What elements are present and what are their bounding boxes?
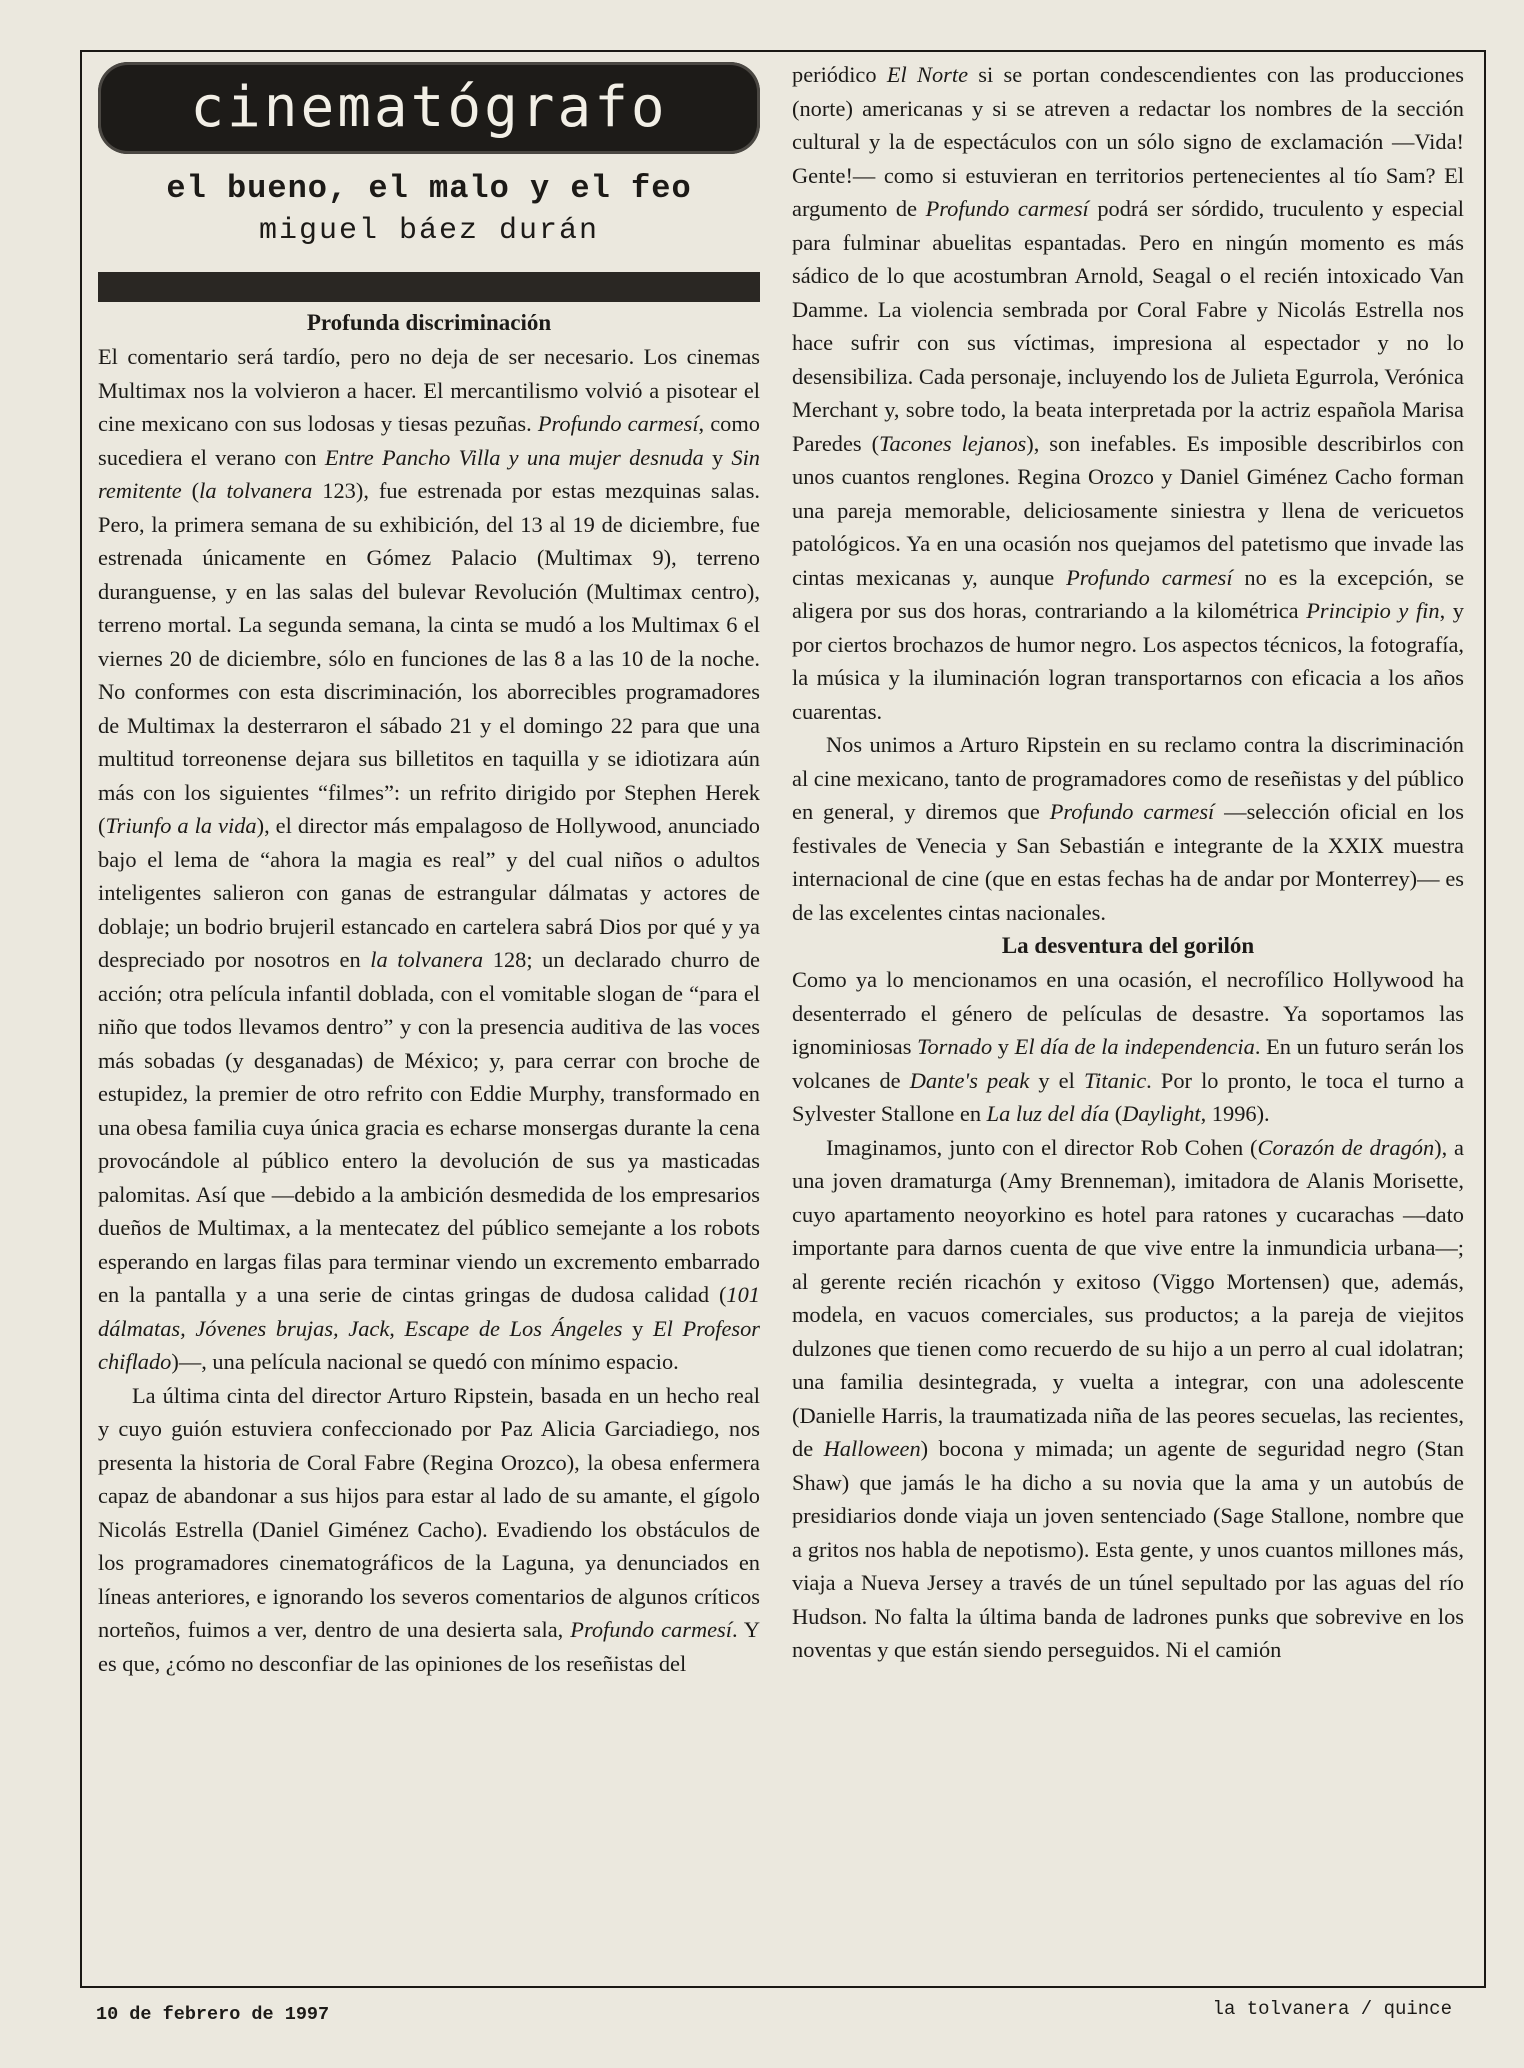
paragraph: Como ya lo mencionamos en una ocasión, el necrofílico Hollywood ha desenterrado el género de películas de desastre. Ya soportamos las ignominiosas Tornado y El día de la independencia. En un futuro serán los volcanes de Dante's peak y el Titanic. Por lo pronto, le toca el turno a Sylvester Stallone en La luz del día (Daylight, 1996). <box>792 967 1464 1126</box>
divider-bar <box>98 272 760 302</box>
paragraph: Imaginamos, junto con el director Rob Cohen (Corazón de dragón), a una joven dramaturga (Amy Brenneman), imitadora de Alanis Morisette, cuyo apartamento neoyorkino es hotel para ratones y cucarachas —dato importante para darnos cuenta de que vive entre la inmundicia urbana—; al gerente recién ricachón y exitoso (Viggo Mortensen) que, además, modela, en vacuos comerciales, sus productos; a la pareja de viejitos dulzones que tienen como recuerdo de su hijo a un perro al cual idolatran; una familia desintegrada, y vuelta a integrar, con una adolescente (Danielle Harris, la traumatizada niña de las peores secuelas, las recientes, de Halloween) bocona y mimada; un agente de seguridad negro (Stan Shaw) que jamás le ha dicho a su novia que la ama y un autobús de presidiarios donde viaja un joven sentenciado (Sage Stallone, nombre que a gritos nos habla de nepotismo). Esta gente, y unos cuantos millones más, viaja a Nueva Jersey a través de un túnel sepultado por las aguas del río Hudson. No falta la última banda de ladrones punks que sobrevive en los noventas y que están siendo perseguidos. Ni el camión <box>792 1134 1465 1662</box>
footer-page: la tolvanera / quince <box>1212 1998 1452 2020</box>
section-banner <box>98 62 760 154</box>
author-name: miguel báez durán <box>258 214 600 248</box>
article-title: el bueno, el malo y el feo <box>166 170 692 207</box>
left-column <box>98 52 760 1978</box>
footer-date: 10 de febrero de 1997 <box>96 2004 330 2025</box>
paragraph: El comentario será tardío, pero no deja de ser necesario. Los cinemas Multimax nos la volvieron a hacer. El mercantilismo volvió a pisotear el cine mexicano con sus lodosas y tiesas pezuñas. Profundo carmesí, como sucediera el verano con Entre Pancho Villa y una mujer desnuda y Sin remitente (la tolvanera 123), fue estrenada por estas mezquinas salas. Pero, la primera semana de su exhibición, del 13 al 19 de diciembre, fue estrenada únicamente en Gómez Palacio (Multimax 9), terreno duranguense, y en las salas del bulevar Revolución (Multimax centro), terreno mortal. La segunda semana, la cinta se mudó a los Multimax 6 el viernes 20 de diciembre, sólo en funciones de las 8 a las 10 de la noche. No conformes con esta discriminación, los aborrecibles programadores de Multimax la desterraron el sábado 21 y el domingo 22 para que una multitud torreonense dejara sus billetitos en taquilla y se idiotizara aún más con los siguientes “filmes”: un refrito dirigido por Stephen Herek (Triunfo a la vida), el director más empalagoso de Hollywood, anunciado bajo el lema de “ahora la magia es real” y del cual niños o adultos inteligentes salieron con ganas de estrangular dálmatas y actores de doblaje; un bodrio brujeril estancado en cartelera sabrá Dios por qué y ya despreciado por nosotros en la tolvanera 128; un declarado churro de acción; otra película infantil doblada, con el vomitable slogan de “para el niño que todos llevamos dentro” y con la presencia auditiva de las voces más sobadas (y desganadas) de México; y, para cerrar con broche de estupidez, la premier de otro refrito con Eddie Murphy, transformado en una obesa familia cuya única gracia es echarse monsergas durante la cena provocándole al público entero la devolución de sus ya masticadas palomitas. Así que —debido a la ambición desmedida de los empresarios dueños de Multimax, a la mentecatez del público semejante a los robots esperando en largas filas para terminar viendo un excremento embarrado en la pantalla y a una serie de cintas gringas de dudosa calidad (101 dálmatas, Jóvenes brujas, Jack, Escape de Los Ángeles y El Profesor chiflado)—, una película nacional se quedó con mínimo espacio. <box>98 344 761 1374</box>
section-title: cinematógrafo <box>190 75 668 141</box>
left-body <box>98 340 760 1680</box>
subheading-discrimination: Profunda discriminación <box>306 310 552 335</box>
paragraph: La última cinta del director Arturo Ripstein, basada en un hecho real y cuyo guión estuviera confeccionado por Paz Alicia Garciadiego, nos presenta la historia de Coral Fabre (Regina Orozco), la obesa enfermera capaz de abandonar a sus hijos para estar al lado de su amante, el gígolo Nicolás Estrella (Daniel Giménez Cacho). Evadiendo los obstáculos de los programadores cinematográficos de la Laguna, ya denunciados en líneas anteriores, e ignorando los severos comentarios de algunos críticos norteños, fuimos a ver, dentro de una desierta sala, Profundo carmesí. Y es que, ¿cómo no desconfiar de las opiniones de los reseñistas del <box>98 1382 760 1676</box>
subheading-gorilon: La desventura del gorilón <box>1001 933 1255 958</box>
page-frame <box>80 50 1486 1988</box>
right-column <box>792 58 1464 1978</box>
paragraph: periódico El Norte si se portan condescendientes con las producciones (norte) americanas y si se atreven a redactar los nombres de la sección cultural y la de espectáculos con un sólo signo de exclamación —Vida! Gente!— como si estuvieran en territorios pertenecientes al tío Sam? El argumento de Profundo carmesí podrá ser sórdido, truculento y especial para fulminar abuelitas espantadas. Pero en ningún momento es más sádico de lo que acostumbran Arnold, Seagal o el recién intoxicado Van Damme. La violencia sembrada por Coral Fabre y Nicolás Estrella nos hace sufrir con sus víctimas, impresiona al espectador y no lo desensibiliza. Cada personaje, incluyendo los de Julieta Egurrola, Verónica Merchant y, sobre todo, la beata interpretada por la actriz española Marisa Paredes (Tacones lejanos), son inefables. Es imposible describirlos con unos cuantos renglones. Regina Orozco y Daniel Giménez Cacho forman una pareja memorable, deliciosamente siniestra y llena de vericuetos patológicos. Ya en una ocasión nos quejamos del patetismo que invade las cintas mexicanas y, aunque Profundo carmesí no es la excepción, se aligera por sus dos horas, contrariando a la kilométrica Principio y fin, y por ciertos brochazos de humor negro. Los aspectos técnicos, la fotografía, la música y la iluminación logran transportarnos con eficacia a los años cuarentas. <box>792 62 1465 724</box>
right-body-top <box>792 58 1464 929</box>
right-body-bottom <box>792 963 1464 1667</box>
paragraph: Nos unimos a Arturo Ripstein en su reclamo contra la discriminación al cine mexicano, tanto de programadores como de reseñistas y del público en general, y diremos que Profundo carmesí —selección oficial en los festivales de Venecia y San Sebastián e integrante de la XXIX muestra internacional de cine (que en estas fechas ha de andar por Monterrey)— es de las excelentes cintas nacionales. <box>792 732 1464 925</box>
